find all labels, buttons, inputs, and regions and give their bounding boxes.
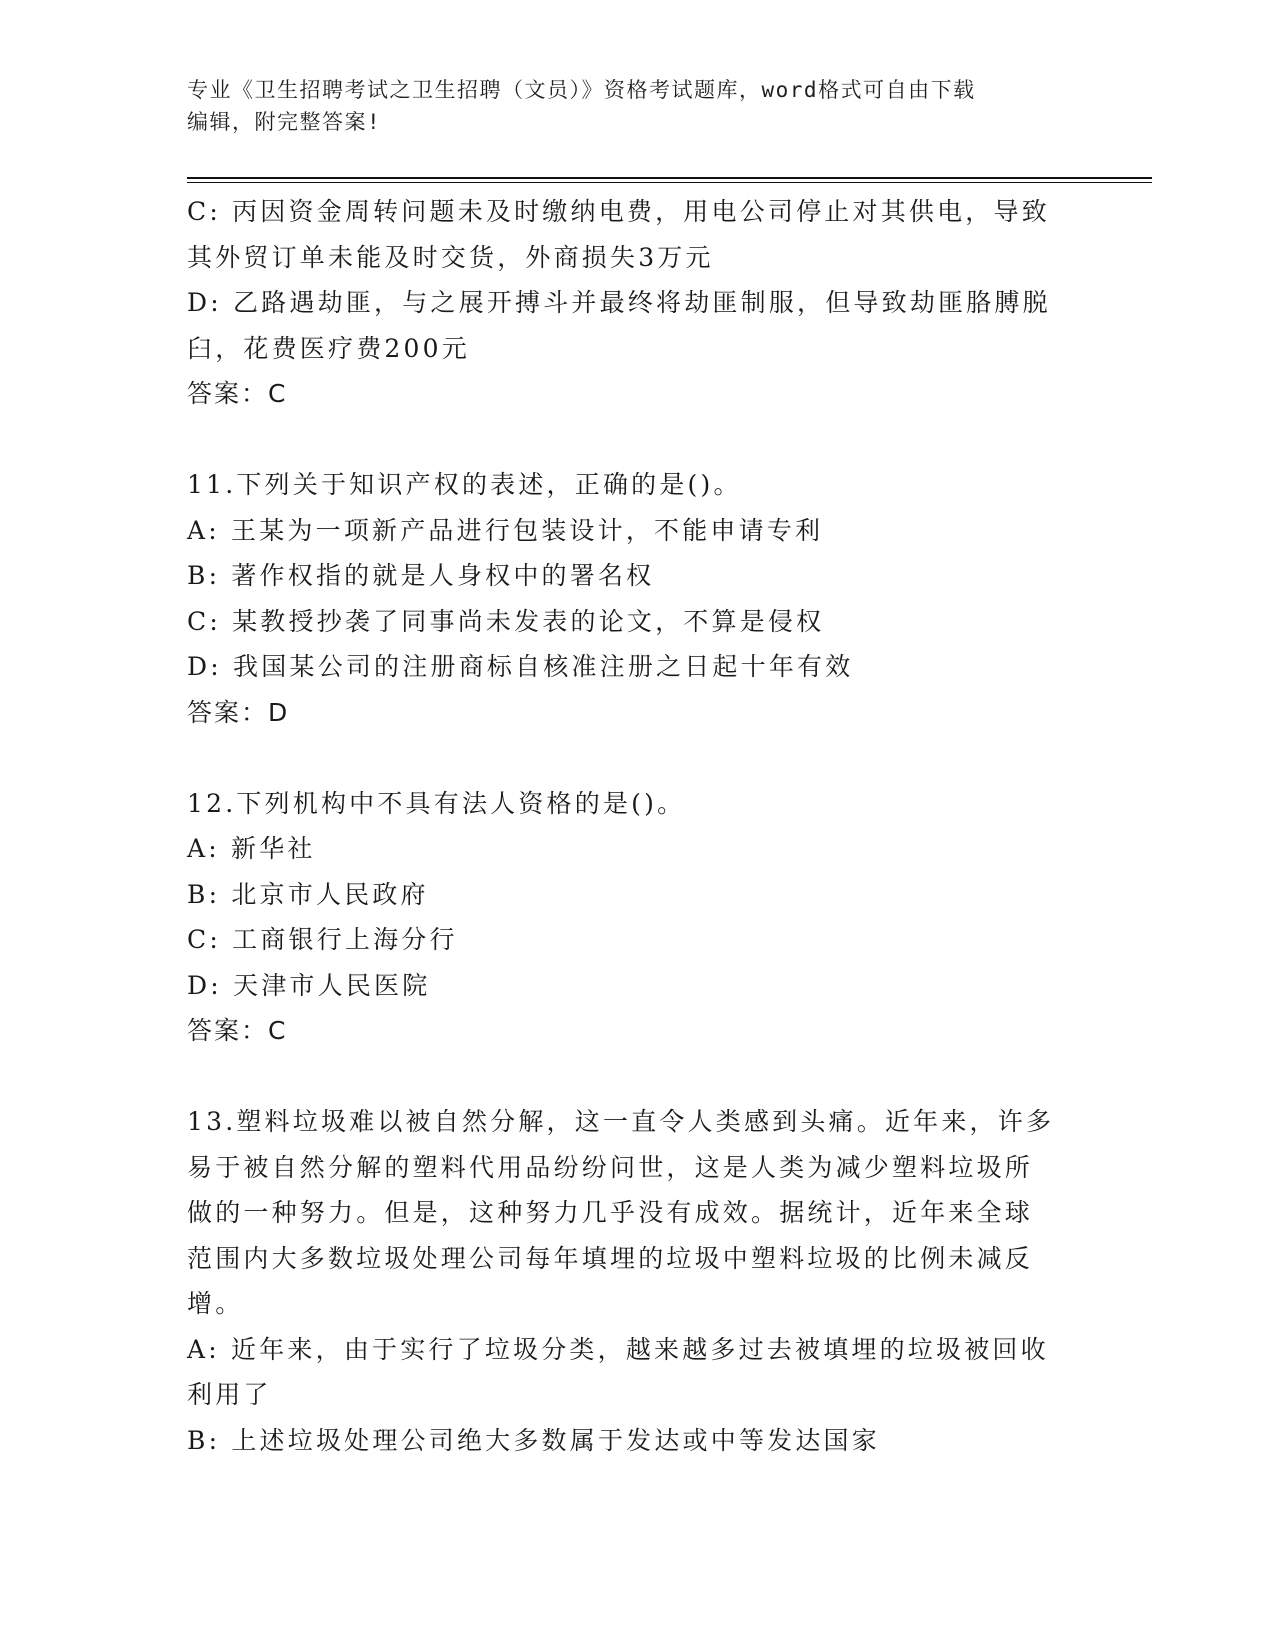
option-d: D: 我国某公司的注册商标自核准注册之日起十年有效 (187, 652, 854, 681)
question-stem-line-3: 做的一种努力。但是，这种努力几乎没有成效。据统计，近年来全球 (187, 1198, 1034, 1227)
previous-question (187, 189, 1087, 417)
question-13 (187, 1099, 1087, 1463)
answer: 答案：C (187, 379, 288, 408)
option-a-line-2: 利用了 (187, 1380, 272, 1409)
header-divider-thick (187, 177, 1152, 179)
question-stem-line-5: 增。 (187, 1289, 244, 1318)
question-stem-line-2: 易于被自然分解的塑料代用品纷纷问世，这是人类为减少塑料垃圾所 (187, 1152, 1034, 1182)
header-line-1: 专业《卫生招聘考试之卫生招聘（文员）》资格考试题库，word格式可自由下载 (187, 78, 976, 102)
answer: 答案：D (187, 697, 290, 727)
question-stem: 12.下列机构中不具有法人资格的是()。 (187, 788, 686, 818)
question-12 (187, 781, 1087, 1054)
option-d-line-1: D: 乙路遇劫匪，与之展开搏斗并最终将劫匪制服，但导致劫匪胳膊脱 (187, 288, 1051, 317)
option-a: A: 新华社 (187, 834, 316, 863)
option-a: A: 王某为一项新产品进行包装设计，不能申请专利 (187, 515, 824, 545)
option-a-line-1: A: 近年来，由于实行了垃圾分类，越来越多过去被填埋的垃圾被回收 (187, 1334, 1049, 1364)
option-d: D: 天津市人民医院 (187, 970, 431, 1000)
header-divider-thin (187, 182, 1152, 183)
spacer (187, 735, 1087, 781)
spacer (187, 1054, 1087, 1100)
spacer (187, 417, 1087, 463)
option-b: B: 著作权指的就是人身权中的署名权 (187, 561, 655, 590)
header-line-2: 编辑，附完整答案! (187, 110, 382, 134)
document-header (187, 74, 1067, 138)
option-c: C: 工商银行上海分行 (187, 925, 458, 954)
question-stem-line-4: 范围内大多数垃圾处理公司每年填埋的垃圾中塑料垃圾的比例未减反 (187, 1243, 1034, 1273)
option-c-line-1: C: 丙因资金周转问题未及时缴纳电费，用电公司停止对其供电，导致 (187, 197, 1050, 226)
question-stem-line-1: 13.塑料垃圾难以被自然分解，这一直令人类感到头痛。近年来，许多 (187, 1107, 1055, 1136)
question-11 (187, 462, 1087, 735)
question-content (187, 189, 1087, 1463)
option-b: B: 北京市人民政府 (187, 879, 429, 909)
option-c: C: 某教授抄袭了同事尚未发表的论文，不算是侵权 (187, 606, 825, 636)
option-c-line-2: 其外贸订单未能及时交货，外商损失3万元 (187, 242, 714, 272)
question-stem: 11.下列关于知识产权的表述，正确的是()。 (187, 470, 742, 499)
answer: 答案：C (187, 1016, 288, 1045)
option-d-line-2: 臼，花费医疗费200元 (187, 333, 470, 363)
option-b: B: 上述垃圾处理公司绝大多数属于发达或中等发达国家 (187, 1425, 880, 1455)
